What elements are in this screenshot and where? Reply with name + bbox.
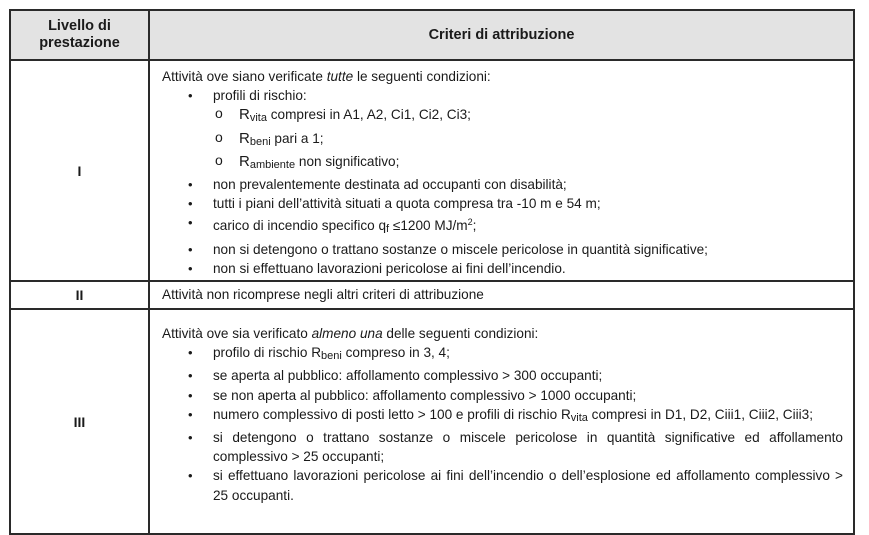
row-level-3 [10, 309, 854, 534]
list-item: • profilo di rischio Rbeni compreso in 3, 4; [188, 343, 843, 366]
header-criteria: Criteri di attribuzione [149, 10, 854, 60]
list-item: • se aperta al pubblico: affollamento complessivo > 300 occupanti; [188, 366, 843, 385]
criteria-text: Attività non ricomprese negli altri criteri di attribuzione [162, 287, 484, 303]
header-level-line1: Livello di [48, 18, 111, 34]
list-item: • numero complessivo di posti letto > 100 e profili di rischio Rvita compresi in D1, D2, Ciii1, Ciii2, Ciii3; [188, 405, 843, 428]
list-item: • non si effettuano lavorazioni pericolose ai fini dell’incendio. [188, 259, 843, 278]
header-row [10, 10, 854, 60]
list-item: • si detengono o trattano sostanze o miscele pericolose in quantità significative ed affollamento complessivo > 25 occupanti; [188, 428, 843, 466]
list-item: o Rvita compresi in A1, A2, Ci1, Ci2, Ci3; [215, 105, 843, 128]
row-level-2 [10, 281, 854, 309]
condition-list [162, 86, 843, 278]
intro-text: Attività ove sia verificato almeno una delle seguenti condizioni: [162, 326, 539, 342]
list-item: • se non aperta al pubblico: affollamento complessivo > 1000 occupanti; [188, 386, 843, 405]
list-item: • carico di incendio specifico qf ≤1200 $MJ/m^2$; [188, 213, 843, 239]
criteria-cell [149, 60, 854, 281]
intro-text: Attività ove siano verificate tutte le seguenti condizioni: [162, 69, 491, 84]
header-level [10, 10, 149, 60]
list-item: • tutti i piani dell’attività situati a quota compresa tra -10 m e 54 m; [188, 194, 843, 213]
criteria-table [9, 9, 855, 535]
list-item: • profili di rischio: o Rvita compresi in A1, A2, Ci1, Ci2, Ci3; o Rbeni pari a 1; o Rambiente non significativo; [188, 86, 843, 175]
list-item: • non si detengono o trattano sostanze o miscele pericolose in quantità significative; [188, 240, 843, 259]
level-label: III [10, 309, 149, 534]
list-item: • si effettuano lavorazioni pericolose ai fini dell’incendio o dell’esplosione ed affollamento complessivo > 25 occupanti. [188, 466, 843, 504]
list-item: • non prevalentemente destinata ad occupanti con disabilità; [188, 175, 843, 194]
sub-list [213, 105, 843, 175]
level-label: II [10, 281, 149, 309]
condition-list [162, 343, 843, 505]
list-item: o Rbeni pari a 1; [215, 129, 843, 152]
header-level-line2: prestazione [39, 35, 120, 51]
list-item: o Rambiente non significativo; [215, 152, 843, 175]
level-label: I [10, 60, 149, 281]
row-level-1 [10, 60, 854, 281]
criteria-cell [149, 281, 854, 309]
criteria-cell [149, 309, 854, 534]
